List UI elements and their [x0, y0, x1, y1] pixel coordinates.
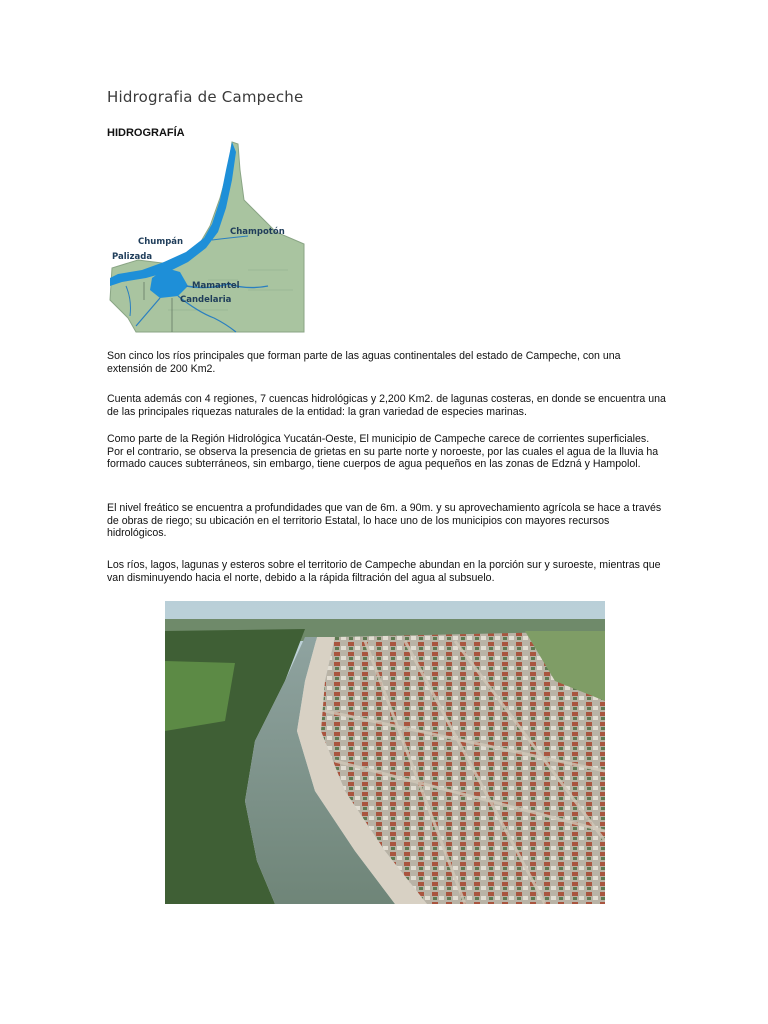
section-heading: HIDROGRAFÍA: [107, 127, 185, 139]
map-label-palizada: Palizada: [112, 252, 153, 262]
map-label-champoton: Champotón: [230, 227, 285, 237]
map-label-candelaria: Candelaria: [180, 295, 232, 305]
page-title: Hidrografia de Campeche: [107, 88, 304, 106]
paragraph-regions: Cuenta además con 4 regiones, 7 cuencas hidrológicas y 2,200 Km2. de lagunas costeras, en donde se encuentra una de las principales riquezas naturales de la entidad: la gran variedad de especies marinas.: [107, 393, 666, 418]
aerial-river-photo: [165, 601, 605, 904]
hydrography-map: [108, 140, 306, 334]
map-label-mamantel: Mamantel: [192, 281, 240, 291]
paragraph-hydrologic-region: Como parte de la Región Hidrológica Yucatán-Oeste, El municipio de Campeche carece de corrientes superficiales. Por el contrario, se observa la presencia de grietas en su parte norte y noroeste, por las cuales el agua de la lluvia ha formado cauces subterráneos, sin embargo, tiene cuerpos de agua pequeños en las zonas de Edzná y Hampolol.: [107, 433, 659, 471]
map-label-chumpan: Chumpán: [138, 237, 184, 247]
paragraph-rivers: Son cinco los ríos principales que forman parte de las aguas continentales del estado de Campeche, con una extensión de 200 Km2.: [107, 350, 621, 375]
paragraph-water-table: El nivel freático se encuentra a profundidades que van de 6m. a 90m. y su aprovechamiento agrícola se hace a través de obras de riego; su ubicación en el territorio Estatal, lo hace uno de los municipios con mayores recursos hidrológicos.: [107, 502, 662, 540]
paragraph-distribution: Los ríos, lagos, lagunas y esteros sobre el territorio de Campeche abundan en la porción sur y suroeste, mientras que van disminuyendo hacia el norte, debido a la rápida filtración del agua al subsuelo.: [107, 559, 661, 584]
